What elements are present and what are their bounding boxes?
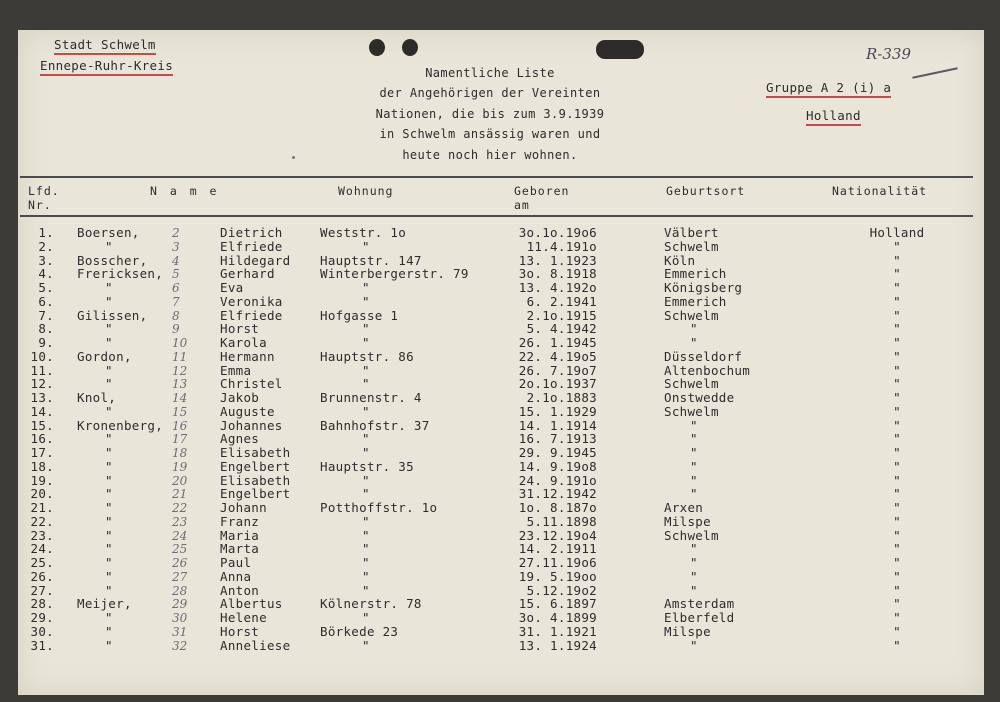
cell-given-name: Paul bbox=[220, 555, 252, 570]
cell-birthplace: Onstwedde bbox=[664, 390, 735, 405]
cell-born: 13. 1.1924 bbox=[518, 637, 597, 653]
cell-born: 1o. 8.187o bbox=[518, 500, 597, 515]
cell-nationality: " bbox=[893, 293, 901, 309]
cell-born: 11.4.191o bbox=[526, 238, 597, 254]
cell-address: " bbox=[362, 280, 370, 295]
cell-nr: 7. bbox=[38, 307, 54, 323]
cell-born: 13. 1.1923 bbox=[518, 252, 597, 268]
cell-family-name: " bbox=[105, 610, 113, 625]
cell-birthplace: Milspe bbox=[664, 623, 711, 639]
cell-handwritten-number: 16 bbox=[172, 418, 188, 433]
cell-nationality: Holland bbox=[869, 225, 925, 240]
cell-address: Weststr. 1o bbox=[320, 225, 407, 240]
cell-birthplace: Köln bbox=[664, 252, 696, 268]
cell-address: " bbox=[362, 293, 370, 309]
cell-nr: 12. bbox=[30, 376, 54, 392]
cell-born: 31. 1.1921 bbox=[518, 623, 597, 639]
cell-family-name: " bbox=[105, 500, 113, 515]
cell-family-name: " bbox=[105, 582, 113, 598]
cell-born: 22. 4.19o5 bbox=[518, 348, 597, 364]
cell-handwritten-number: 2 bbox=[172, 226, 180, 240]
cell-address: " bbox=[362, 321, 370, 337]
cell-born: 29. 9.1945 bbox=[518, 445, 597, 460]
col-header-lfd-line1: Lfd. bbox=[28, 184, 60, 198]
cell-handwritten-number: 17 bbox=[172, 432, 188, 447]
group-label: Gruppe A 2 (i) a bbox=[766, 80, 891, 95]
cell-given-name: Emma bbox=[220, 362, 252, 378]
issuer-district: Ennepe-Ruhr-Kreis bbox=[40, 58, 173, 73]
cell-address: " bbox=[362, 486, 370, 502]
cell-nationality: " bbox=[893, 307, 901, 323]
cell-address: " bbox=[362, 445, 370, 460]
paper-speck bbox=[292, 156, 295, 159]
document-title bbox=[340, 63, 640, 165]
cell-handwritten-number: 19 bbox=[172, 459, 188, 474]
cell-family-name: Boersen, bbox=[77, 225, 140, 240]
cell-nationality: " bbox=[893, 623, 901, 639]
cell-birthplace: Emmerich bbox=[664, 293, 727, 309]
cell-nr: 28. bbox=[30, 596, 54, 612]
col-header-name: N a m e bbox=[150, 184, 220, 198]
cell-handwritten-number: 15 bbox=[172, 404, 188, 419]
cell-birthplace: Schwelm bbox=[664, 238, 719, 254]
cell-nationality: " bbox=[893, 610, 901, 625]
cell-born: 14. 9.19o8 bbox=[518, 458, 597, 474]
cell-nr: 30. bbox=[30, 623, 54, 639]
title-line: Namentliche Liste bbox=[425, 66, 555, 80]
cell-family-name: " bbox=[105, 293, 113, 309]
cell-birthplace: " bbox=[690, 568, 698, 584]
cell-given-name: Anna bbox=[220, 568, 252, 584]
cell-handwritten-number: 7 bbox=[172, 294, 180, 309]
cell-given-name: Gerhard bbox=[220, 266, 275, 282]
cell-birthplace: Välbert bbox=[664, 225, 719, 240]
cell-address: " bbox=[362, 637, 370, 653]
cell-birthplace: " bbox=[690, 486, 698, 502]
cell-handwritten-number: 13 bbox=[172, 377, 188, 392]
cell-given-name: Karola bbox=[220, 335, 267, 350]
cell-nr: 10. bbox=[30, 348, 54, 364]
cell-family-name: " bbox=[105, 362, 113, 378]
cell-born: 3o.1o.19o6 bbox=[518, 225, 597, 240]
cell-nationality: " bbox=[893, 431, 901, 447]
cell-family-name: " bbox=[105, 541, 113, 557]
cell-born: 2.1o.1915 bbox=[526, 307, 597, 323]
cell-birthplace: Düsseldorf bbox=[664, 348, 743, 364]
cell-nr: 15. bbox=[30, 417, 54, 433]
cell-family-name: " bbox=[105, 486, 113, 502]
cell-family-name: " bbox=[105, 555, 113, 570]
cell-family-name: " bbox=[105, 335, 113, 350]
cell-family-name: " bbox=[105, 623, 113, 639]
cell-handwritten-number: 4 bbox=[172, 253, 180, 268]
cell-birthplace: Schwelm bbox=[664, 527, 719, 543]
cell-born: 15. 1.1929 bbox=[518, 403, 597, 419]
issuer-city: Stadt Schwelm bbox=[54, 37, 156, 52]
cell-nationality: " bbox=[893, 541, 901, 557]
cell-birthplace: Amsterdam bbox=[664, 596, 735, 612]
cell-handwritten-number: 18 bbox=[172, 446, 188, 460]
cell-birthplace: Schwelm bbox=[664, 307, 719, 323]
cell-born: 14. 1.1914 bbox=[518, 417, 597, 433]
cell-nr: 31. bbox=[30, 637, 54, 653]
cell-nr: 18. bbox=[30, 458, 54, 474]
cell-birthplace: " bbox=[690, 458, 698, 474]
cell-family-name: Kronenberg, bbox=[77, 417, 164, 433]
cell-nationality: " bbox=[893, 252, 901, 268]
col-header-wohnung: Wohnung bbox=[338, 184, 394, 198]
cell-nr: 20. bbox=[30, 486, 54, 502]
cell-nationality: " bbox=[893, 568, 901, 584]
cell-born: 16. 7.1913 bbox=[518, 431, 597, 447]
cell-handwritten-number: 9 bbox=[172, 322, 180, 337]
cell-given-name: Albertus bbox=[220, 596, 283, 612]
cell-address: Winterbergerstr. 79 bbox=[320, 266, 469, 282]
cell-address: " bbox=[362, 513, 370, 529]
cell-family-name: " bbox=[105, 568, 113, 584]
cell-born: 24. 9.191o bbox=[518, 472, 597, 488]
cell-address: " bbox=[362, 376, 370, 392]
cell-family-name: " bbox=[105, 637, 113, 653]
cell-address: " bbox=[362, 431, 370, 447]
cell-nr: 29. bbox=[30, 610, 54, 625]
cell-nr: 14. bbox=[30, 403, 54, 419]
table-header-rule bbox=[20, 215, 973, 217]
cell-born: 14. 2.1911 bbox=[518, 541, 597, 557]
cell-nationality: " bbox=[893, 555, 901, 570]
cell-birthplace: Altenbochum bbox=[664, 362, 751, 378]
cell-born: 23.12.19o4 bbox=[518, 527, 597, 543]
col-header-lfd-line2: Nr. bbox=[28, 198, 52, 212]
cell-family-name: " bbox=[105, 527, 113, 543]
cell-given-name: Elisabeth bbox=[220, 472, 291, 488]
cell-family-name: " bbox=[105, 238, 113, 254]
cell-nr: 23. bbox=[30, 527, 54, 543]
cell-nationality: " bbox=[893, 458, 901, 474]
cell-given-name: Maria bbox=[220, 527, 260, 543]
cell-family-name: " bbox=[105, 458, 113, 474]
cell-nationality: " bbox=[893, 390, 901, 405]
cell-nationality: " bbox=[893, 376, 901, 392]
punch-hole-left bbox=[369, 39, 385, 56]
cell-birthplace: " bbox=[690, 472, 698, 488]
cell-nr: 22. bbox=[30, 513, 54, 529]
cell-given-name: Jakob bbox=[220, 390, 260, 405]
archive-mark: R-339 bbox=[866, 45, 911, 63]
cell-nationality: " bbox=[893, 280, 901, 295]
col-header-lfd bbox=[28, 184, 60, 212]
cell-birthplace: " bbox=[690, 335, 698, 350]
cell-handwritten-number: 24 bbox=[172, 528, 188, 543]
cell-given-name: Veronika bbox=[220, 293, 283, 309]
cell-nr: 26. bbox=[30, 568, 54, 584]
cell-born: 15. 6.1897 bbox=[518, 596, 597, 612]
cell-given-name: Hermann bbox=[220, 348, 275, 364]
cell-birthplace: " bbox=[690, 431, 698, 447]
cell-family-name: Meijer, bbox=[77, 596, 132, 612]
cell-family-name: " bbox=[105, 472, 113, 488]
cell-nationality: " bbox=[893, 362, 901, 378]
cell-handwritten-number: 14 bbox=[172, 391, 188, 405]
cell-nr: 9. bbox=[38, 335, 54, 350]
cell-nationality: " bbox=[893, 403, 901, 419]
cell-nationality: " bbox=[893, 348, 901, 364]
cell-given-name: Auguste bbox=[220, 403, 275, 419]
cell-family-name: Gordon, bbox=[77, 348, 132, 364]
cell-given-name: Engelbert bbox=[220, 458, 291, 474]
cell-nr: 4. bbox=[38, 266, 54, 282]
cell-nr: 6. bbox=[38, 293, 54, 309]
cell-given-name: Franz bbox=[220, 513, 260, 529]
cell-handwritten-number: 26 bbox=[172, 556, 188, 570]
cell-handwritten-number: 29 bbox=[172, 597, 188, 612]
cell-handwritten-number: 20 bbox=[172, 473, 188, 488]
cell-nationality: " bbox=[893, 596, 901, 612]
cell-nr: 19. bbox=[30, 472, 54, 488]
cell-birthplace: Elberfeld bbox=[664, 610, 735, 625]
cell-nr: 24. bbox=[30, 541, 54, 557]
cell-handwritten-number: 3 bbox=[172, 239, 180, 254]
cell-handwritten-number: 23 bbox=[172, 514, 188, 529]
cell-born: 27.11.19o6 bbox=[518, 555, 597, 570]
cell-nationality: " bbox=[893, 637, 901, 653]
cell-address: Kölnerstr. 78 bbox=[320, 596, 422, 612]
cell-birthplace: Schwelm bbox=[664, 403, 719, 419]
cell-nr: 3. bbox=[38, 252, 54, 268]
cell-handwritten-number: 22 bbox=[172, 501, 188, 515]
cell-birthplace: " bbox=[690, 417, 698, 433]
cell-handwritten-number: 10 bbox=[172, 336, 188, 350]
cell-birthplace: " bbox=[690, 555, 698, 570]
cell-nationality: " bbox=[893, 266, 901, 282]
cell-nr: 2. bbox=[38, 238, 54, 254]
cell-address: " bbox=[362, 335, 370, 350]
cell-family-name: " bbox=[105, 445, 113, 460]
cell-birthplace: " bbox=[690, 541, 698, 557]
cell-given-name: Marta bbox=[220, 541, 260, 557]
cell-family-name: " bbox=[105, 376, 113, 392]
col-header-geburtsort: Geburtsort bbox=[666, 184, 746, 198]
cell-handwritten-number: 30 bbox=[172, 611, 188, 625]
cell-born: 13. 4.192o bbox=[518, 280, 597, 295]
cell-family-name: " bbox=[105, 403, 113, 419]
cell-nr: 13. bbox=[30, 390, 54, 405]
cell-address: " bbox=[362, 582, 370, 598]
col-header-geboren bbox=[514, 184, 569, 212]
cell-handwritten-number: 8 bbox=[172, 308, 180, 323]
col-header-geboren-line2: am bbox=[514, 198, 530, 212]
cell-address: " bbox=[362, 610, 370, 625]
cell-nr: 27. bbox=[30, 582, 54, 598]
cell-birthplace: " bbox=[690, 321, 698, 337]
cell-address: Hauptstr. 35 bbox=[320, 458, 414, 474]
cell-address: " bbox=[362, 541, 370, 557]
cell-birthplace: Emmerich bbox=[664, 266, 727, 282]
title-line: in Schwelm ansässig waren und bbox=[379, 127, 601, 142]
cell-nationality: " bbox=[893, 417, 901, 433]
cell-given-name: Elfriede bbox=[220, 238, 283, 254]
cell-given-name: Hildegard bbox=[220, 252, 291, 268]
cell-given-name: Horst bbox=[220, 623, 260, 639]
cell-given-name: Christel bbox=[220, 376, 283, 392]
cell-given-name: Horst bbox=[220, 321, 260, 337]
punch-hole-right bbox=[402, 39, 418, 56]
cell-address: Hofgasse 1 bbox=[320, 307, 399, 323]
cell-born: 26. 7.19o7 bbox=[518, 362, 597, 378]
cell-handwritten-number: 12 bbox=[172, 363, 188, 378]
cell-given-name: Johann bbox=[220, 500, 267, 515]
cell-address: Brunnenstr. 4 bbox=[320, 390, 422, 405]
cell-nationality: " bbox=[893, 238, 901, 254]
group-country: Holland bbox=[806, 108, 861, 123]
cell-given-name: Dietrich bbox=[220, 225, 283, 240]
cell-nationality: " bbox=[893, 527, 901, 543]
cell-nr: 11. bbox=[30, 362, 54, 378]
cell-address: Hauptstr. 86 bbox=[320, 348, 414, 364]
cell-nr: 1. bbox=[38, 225, 54, 240]
cell-birthplace: Königsberg bbox=[664, 280, 743, 295]
cell-nationality: " bbox=[893, 582, 901, 598]
cell-birthplace: " bbox=[690, 637, 698, 653]
cell-given-name: Anton bbox=[220, 582, 260, 598]
cell-birthplace: " bbox=[690, 582, 698, 598]
cell-born: 5.11.1898 bbox=[526, 513, 597, 529]
title-line: heute noch hier wohnen. bbox=[402, 147, 578, 162]
cell-birthplace: Milspe bbox=[664, 513, 711, 529]
cell-given-name: Elfriede bbox=[220, 307, 283, 323]
cell-given-name: Agnes bbox=[220, 431, 260, 447]
cell-handwritten-number: 27 bbox=[172, 569, 188, 584]
cell-nationality: " bbox=[893, 500, 901, 515]
cell-nationality: " bbox=[893, 445, 901, 460]
punch-hole-top-right bbox=[596, 40, 644, 59]
cell-handwritten-number: 5 bbox=[172, 267, 180, 282]
cell-birthplace: " bbox=[690, 445, 698, 460]
cell-address: " bbox=[362, 362, 370, 378]
cell-born: 31.12.1942 bbox=[518, 486, 597, 502]
cell-nationality: " bbox=[893, 321, 901, 337]
cell-given-name: Eva bbox=[220, 280, 244, 295]
cell-born: 5. 4.1942 bbox=[526, 321, 597, 337]
cell-family-name: " bbox=[105, 431, 113, 447]
cell-nr: 21. bbox=[30, 500, 54, 515]
cell-address: " bbox=[362, 472, 370, 488]
cell-born: 3o. 8.1918 bbox=[518, 266, 597, 282]
cell-handwritten-number: 31 bbox=[172, 624, 188, 639]
col-header-nationalitat: Nationalität bbox=[832, 184, 928, 198]
cell-nr: 5. bbox=[38, 280, 54, 295]
cell-address: Bahnhofstr. 37 bbox=[320, 417, 430, 433]
cell-nationality: " bbox=[893, 486, 901, 502]
title-line: Nationen, die bis zum 3.9.1939 bbox=[375, 106, 605, 121]
cell-address: Börkede 23 bbox=[320, 623, 399, 639]
cell-nr: 17. bbox=[30, 445, 54, 460]
cell-handwritten-number: 6 bbox=[172, 281, 180, 295]
cell-address: " bbox=[362, 527, 370, 543]
cell-given-name: Johannes bbox=[220, 417, 283, 433]
cell-handwritten-number: 21 bbox=[172, 487, 188, 502]
cell-born: 2.1o.1883 bbox=[526, 390, 597, 405]
cell-nr: 16. bbox=[30, 431, 54, 447]
cell-handwritten-number: 28 bbox=[172, 583, 188, 598]
cell-family-name: Gilissen, bbox=[77, 307, 148, 323]
cell-family-name: Frericksen, bbox=[77, 266, 164, 282]
cell-address: " bbox=[362, 555, 370, 570]
cell-nr: 25. bbox=[30, 555, 54, 570]
cell-family-name: Bosscher, bbox=[77, 252, 148, 268]
cell-given-name: Helene bbox=[220, 610, 267, 625]
cell-nationality: " bbox=[893, 472, 901, 488]
title-line: der Angehörigen der Vereinten bbox=[379, 86, 601, 101]
cell-born: 19. 5.19oo bbox=[518, 568, 597, 584]
cell-born: 3o. 4.1899 bbox=[518, 610, 597, 625]
table-top-rule bbox=[20, 176, 973, 178]
cell-nr: 8. bbox=[38, 321, 54, 337]
col-header-geboren-line1: Geboren bbox=[514, 184, 570, 198]
cell-born: 26. 1.1945 bbox=[518, 335, 597, 350]
cell-family-name: " bbox=[105, 321, 113, 337]
cell-birthplace: Schwelm bbox=[664, 376, 719, 392]
cell-address: Hauptstr. 147 bbox=[320, 252, 422, 268]
cell-given-name: Elisabeth bbox=[220, 445, 291, 460]
cell-given-name: Engelbert bbox=[220, 486, 291, 502]
cell-family-name: " bbox=[105, 513, 113, 529]
cell-family-name: " bbox=[105, 280, 113, 295]
cell-born: 5.12.19o2 bbox=[526, 582, 597, 598]
cell-address: Potthoffstr. 1o bbox=[320, 500, 438, 515]
cell-born: 6. 2.1941 bbox=[526, 293, 597, 309]
cell-nationality: " bbox=[893, 335, 901, 350]
cell-address: " bbox=[362, 238, 370, 254]
cell-address: " bbox=[362, 403, 370, 419]
cell-nationality: " bbox=[893, 513, 901, 529]
cell-given-name: Anneliese bbox=[220, 637, 291, 653]
cell-family-name: Knol, bbox=[77, 390, 117, 405]
cell-address: " bbox=[362, 568, 370, 584]
cell-birthplace: Arxen bbox=[664, 500, 704, 515]
cell-born: 2o.1o.1937 bbox=[518, 376, 597, 392]
cell-handwritten-number: 25 bbox=[172, 542, 188, 557]
cell-handwritten-number: 11 bbox=[172, 349, 188, 364]
cell-handwritten-number: 32 bbox=[172, 638, 188, 653]
